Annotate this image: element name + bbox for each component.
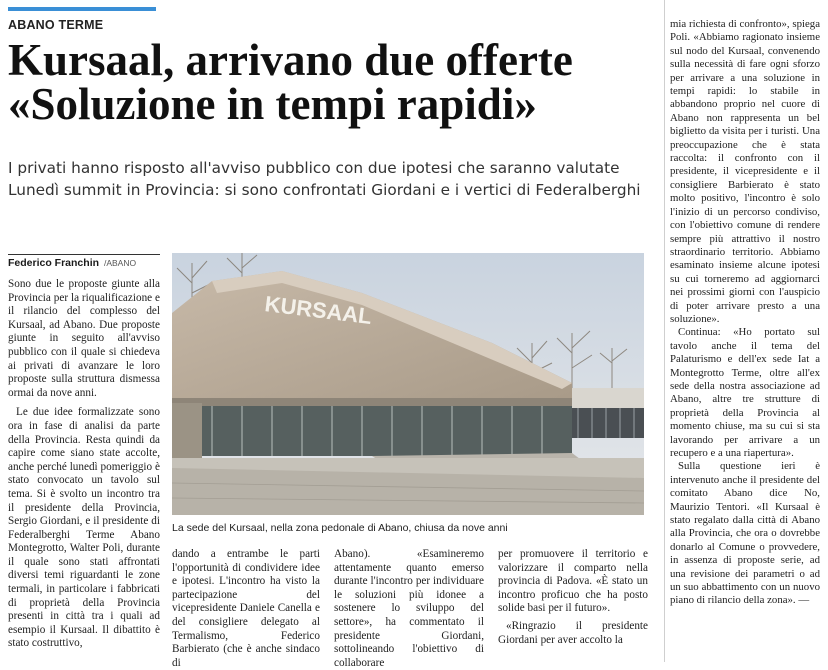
byline-location: /ABANO xyxy=(103,258,137,268)
paragraph: «Ringrazio il presidente Giordani per aver accolto la xyxy=(498,619,648,646)
subheadline-line-2: Lunedì summit in Provincia: si sono confrontati Giordani e i vertici di Federalberghi xyxy=(8,181,641,199)
article-column-5 xyxy=(670,18,820,608)
article-column-2 xyxy=(172,548,320,670)
author-name: Federico Franchin xyxy=(8,257,100,269)
subheadline xyxy=(8,157,658,201)
paragraph: Le due idee formalizzate sono ora in fase di analisi da parte della Provincia. Resta quindi da capire come siano state accolte, anche perché lunedì pomeriggio è stato convocato un tavolo sul tema. Si è svolto un incontro tra il presidente della Provincia, Sergio Giordani, e il presidente di Federalberghi Terme Abano Montegrotto, Walter Poli, durante il quale sono stati affrontati diversi temi riguardanti le zone termali, in particolare i fabbricati di proprietà della Provincia presenti in città tra i quali ad esempio il Kursaal. Il dibattito è stato costruttivo, xyxy=(8,406,160,650)
paragraph: Sono due le proposte giunte alla Provincia per la riqualificazione e il rilancio del complesso del Kursaal, ad Abano. Due proposte giunte in seguito all'avviso pubblico con il quale si chiedeva ai privati di avanzare le loro proposte sulla struttura dismessa ormai da nove anni. xyxy=(8,278,160,399)
headline-line-2: «Soluzione in tempi rapidi» xyxy=(8,79,537,129)
article-column-3 xyxy=(334,548,484,670)
paragraph: Continua: «Ho portato sul tavolo anche il tema del Palaturismo e dell'ex sede Iat a Montegrotto Terme, oltre all'ex sede della nostra associazione ad Abano, altre tre strutture di proprietà della Provincia al momento chiuse, ma su cui si sta lavorando per arrivare a un recupero e a una riapertura». xyxy=(670,326,820,459)
article-column-4 xyxy=(498,548,648,647)
byline xyxy=(8,254,160,269)
kursaal-photo xyxy=(172,253,644,515)
paragraph: per promuovere il territorio e valorizzare il comparto nella provincia di Padova. «È stato un incontro proficuo che ha posto solide basi per il futuro». xyxy=(498,548,648,615)
column-divider xyxy=(664,0,665,662)
section-label: ABANO TERME xyxy=(8,18,104,32)
headline-line-1: Kursaal, arrivano due offerte xyxy=(8,35,573,85)
article-column-1 xyxy=(8,278,160,651)
paragraph: Abano). «Esamineremo attentamente quanto emerso durante l'incontro per individuare le soluzioni più idonee a sostenere lo sviluppo del settore», ha commentato il presidente Giordani, sottolineando l'obiettivo di collaborare xyxy=(334,548,484,669)
kursaal-building-image xyxy=(172,253,644,515)
paragraph: dando a entrambe le parti l'opportunità di condividere idee e ipotesi. L'incontro ha visto la partecipazione del vicepresidente Daniele Canella e del consigliere delegato al Termalismo, Federico Barbierato (che è anche sindaco di xyxy=(172,548,320,669)
paragraph: Sulla questione ieri è intervenuto anche il presidente del comitato Abano dice No, Maurizio Tentori. «Il Kursaal è stato regalato dalla città di Abano alla Provincia, che ora o dovrebbe donarlo al Comune o provvedere, in assenza di proposte serie, ad una revisione dei parametri o ad un suo abbattimento con un nuovo piano di rilancio della zona». — xyxy=(670,460,820,607)
headline xyxy=(8,35,658,129)
paragraph: mia richiesta di confronto», spiega Poli. «Abbiamo ragionato insieme sul nodo del Kursaal, convenendo sulla necessità di fare ogni sforzo per arrivare a una soluzione in tempi rapidi: lo stabile in abbandono proprio nel cuore di Abano non rappresenta un bel biglietto da visita per i turisti. Una preoccupazione che è stata raccolta: il confronto con il presidente, il vicepresidente e il consigliere Barbierato è stato molto positivo, l'incontro è solo l'inizio di un percorso condiviso, con l'obiettivo comune di rendere sempre più attrattivo il nostro straordinario territorio. Abbiamo esaminato insieme alcune ipotesi su cui torneremo ad aggiornarci nei prossimi giorni con l'auspicio di poter arrivare presto a una soluzione». xyxy=(670,18,820,325)
building-sign: KURSAAL xyxy=(263,291,374,330)
subheadline-line-1: I privati hanno risposto all'avviso pubblico con due ipotesi che saranno valutate xyxy=(8,159,620,177)
photo-caption: La sede del Kursaal, nella zona pedonale di Abano, chiusa da nove anni xyxy=(172,522,508,534)
section-accent-bar xyxy=(8,7,156,11)
